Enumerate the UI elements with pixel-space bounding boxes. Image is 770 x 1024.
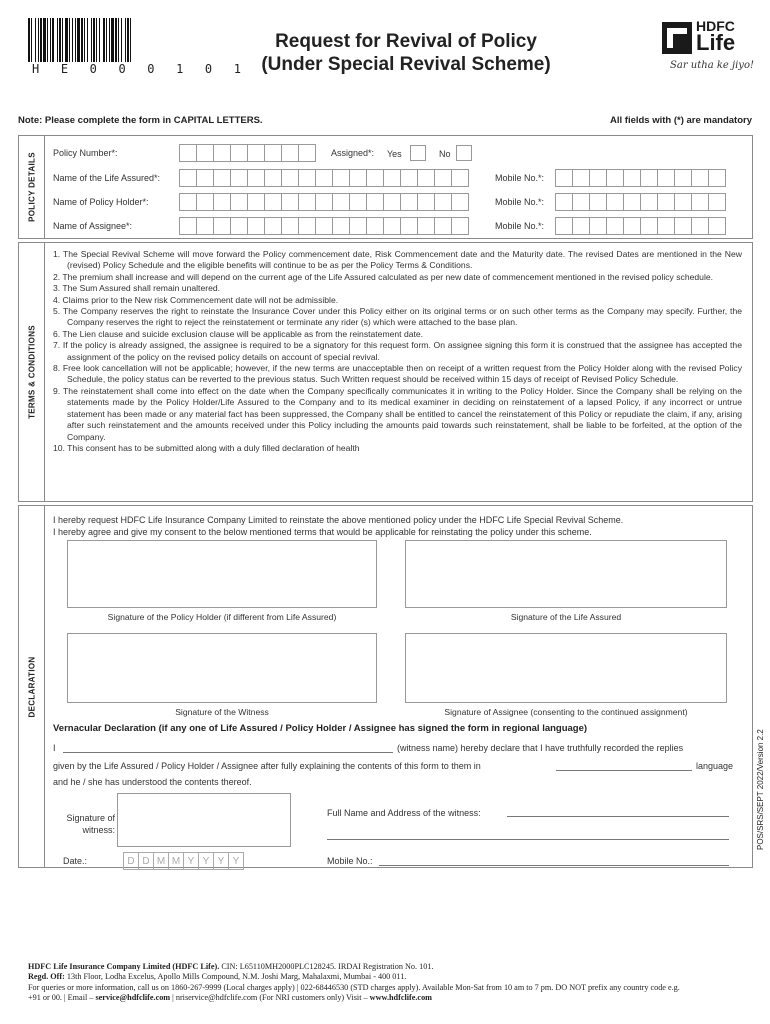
char-box[interactable] bbox=[264, 169, 282, 187]
assigned-yes-label: Yes bbox=[387, 149, 402, 159]
barcode-bar bbox=[131, 18, 133, 62]
char-box[interactable] bbox=[657, 169, 675, 187]
terms-section bbox=[18, 242, 753, 502]
char-box[interactable] bbox=[349, 169, 367, 187]
char-box[interactable] bbox=[708, 217, 726, 235]
mobile-label: Mobile No.*: bbox=[495, 221, 545, 231]
char-box[interactable] bbox=[315, 217, 333, 235]
vernacular-line2: given by the Life Assured / Policy Holder / Assignee after fully explaining the contents of this form to them in bbox=[53, 761, 481, 771]
term-item: 2. The premium shall increase and will depend on the current age of the Life Assured calculated as per new date of commencement mentioned in the revised policy schedule. bbox=[53, 271, 714, 282]
char-box[interactable] bbox=[589, 169, 607, 187]
char-box[interactable] bbox=[451, 193, 469, 211]
barcode bbox=[28, 18, 240, 62]
terms-list bbox=[53, 249, 742, 454]
char-box[interactable] bbox=[434, 217, 452, 235]
section-label: POLICY DETAILS bbox=[19, 136, 45, 238]
char-box[interactable] bbox=[417, 217, 435, 235]
char-box[interactable] bbox=[606, 217, 624, 235]
char-box[interactable] bbox=[657, 193, 675, 211]
declaration-text: I hereby request HDFC Life Insurance Company Limited to reinstate the above mentioned policy under the HDFC Life Special Revival Scheme. I hereby agree and give my consent to the below mentioned terms that would be applicable for reinstating the policy under this scheme. bbox=[53, 515, 624, 537]
char-box[interactable] bbox=[332, 217, 350, 235]
assigned-no-label: No bbox=[439, 149, 451, 159]
char-box[interactable] bbox=[264, 193, 282, 211]
char-box[interactable] bbox=[213, 144, 231, 162]
vernacular-declaration-title: Vernacular Declaration (if any one of Life Assured / Policy Holder / Assignee has signed the form in regional language) bbox=[53, 723, 588, 734]
char-box[interactable] bbox=[640, 217, 658, 235]
date-input[interactable]: D D M M Y Y Y Y bbox=[123, 852, 243, 870]
char-box[interactable] bbox=[555, 169, 573, 187]
char-box[interactable] bbox=[623, 193, 641, 211]
assignee-signature-label: Signature of Assignee (consenting to the continued assignment) bbox=[444, 707, 688, 717]
witness-address-line-2[interactable] bbox=[327, 829, 729, 840]
life-assured-label: Name of the Life Assured*: bbox=[53, 173, 161, 183]
term-item: 5. The Company reserves the right to reinstate the Insurance Cover under this Policy either on its original terms or on such other terms as the Company may specify. Further, the Company reserves the right to reject the reinstatement or terminate any rider (s) which were attached to the base plan. bbox=[53, 306, 742, 328]
char-box[interactable] bbox=[298, 217, 316, 235]
char-box[interactable] bbox=[247, 217, 265, 235]
char-box[interactable] bbox=[383, 193, 401, 211]
life-assured-signature-box[interactable] bbox=[405, 540, 727, 608]
term-item: 4. Claims prior to the New risk Commencement date will not be admissible. bbox=[53, 294, 339, 305]
witness-mobile-line[interactable] bbox=[379, 855, 729, 866]
term-item: 8. Free look cancellation will not be applicable; however, if the new terms are unacceptable then on receipt of a written request from the Policy Holder along with the revised Policy Schedule, the policy status can be reverted to the previous status. Such Written request should be received within 15 days of receipt of Revised Policy Schedule. bbox=[53, 363, 742, 385]
life-assured-signature-label: Signature of the Life Assured bbox=[510, 612, 622, 622]
assignee-signature-box[interactable] bbox=[405, 633, 727, 703]
witness-mobile-label: Mobile No.: bbox=[327, 856, 373, 866]
char-box[interactable] bbox=[555, 193, 573, 211]
char-box[interactable] bbox=[691, 217, 709, 235]
char-box[interactable] bbox=[708, 169, 726, 187]
policy-number-label: Policy Number*: bbox=[53, 148, 118, 158]
witness-name-line[interactable] bbox=[63, 742, 393, 753]
char-box[interactable] bbox=[298, 193, 316, 211]
char-box[interactable] bbox=[230, 217, 248, 235]
char-box[interactable] bbox=[179, 144, 197, 162]
char-box[interactable] bbox=[281, 169, 299, 187]
char-box[interactable] bbox=[315, 169, 333, 187]
char-box[interactable] bbox=[572, 193, 590, 211]
char-box[interactable] bbox=[213, 169, 231, 187]
mobile-label: Mobile No.*: bbox=[495, 197, 545, 207]
char-box[interactable] bbox=[572, 217, 590, 235]
policy-holder-mobile-input[interactable] bbox=[555, 193, 725, 211]
char-box[interactable] bbox=[383, 217, 401, 235]
char-box[interactable] bbox=[417, 193, 435, 211]
char-box[interactable] bbox=[606, 193, 624, 211]
char-box[interactable] bbox=[434, 169, 452, 187]
char-box[interactable] bbox=[332, 169, 350, 187]
char-box[interactable] bbox=[366, 193, 384, 211]
char-box[interactable] bbox=[298, 144, 316, 162]
char-box[interactable] bbox=[400, 193, 418, 211]
vernacular-line3: and he / she has understood the contents thereof. bbox=[53, 777, 252, 787]
char-box[interactable] bbox=[281, 217, 299, 235]
barcode-text: H E 0 0 0 1 0 1 bbox=[32, 62, 242, 76]
char-box[interactable] bbox=[383, 169, 401, 187]
term-item: 7. If the policy is already assigned, the assignee is required to be a signatory for this request form. On assignee signing this form it is construed that the assignee has accepted the assignment of the policy on the revised policy details on account of special revival. bbox=[53, 340, 742, 362]
policy-holder-input[interactable] bbox=[179, 193, 468, 211]
char-box[interactable] bbox=[606, 169, 624, 187]
version-code: POS/SRS/SEPT 2022/Version 2.2 bbox=[756, 729, 765, 850]
witness-address-label: Full Name and Address of the witness: bbox=[327, 808, 481, 818]
witness-address-line[interactable] bbox=[507, 806, 729, 817]
char-box[interactable] bbox=[281, 144, 299, 162]
char-box[interactable] bbox=[589, 217, 607, 235]
char-box[interactable] bbox=[555, 217, 573, 235]
policy-number-input[interactable] bbox=[179, 144, 315, 162]
hdfc-life-logo: HDFC Life Sar utha ke jiyo! bbox=[658, 18, 754, 78]
witness-signature-field[interactable] bbox=[117, 793, 291, 847]
char-box[interactable] bbox=[179, 193, 197, 211]
char-box[interactable] bbox=[674, 169, 692, 187]
char-box[interactable] bbox=[230, 193, 248, 211]
char-box[interactable] bbox=[623, 169, 641, 187]
char-box[interactable] bbox=[451, 169, 469, 187]
char-box[interactable] bbox=[691, 193, 709, 211]
assigned-label: Assigned*: bbox=[331, 148, 375, 158]
char-box[interactable] bbox=[247, 169, 265, 187]
char-box[interactable] bbox=[691, 169, 709, 187]
assignee-mobile-input[interactable] bbox=[555, 217, 725, 235]
website-link[interactable]: www.hdfclife.com bbox=[369, 993, 432, 1003]
char-box[interactable] bbox=[400, 169, 418, 187]
char-box[interactable] bbox=[400, 217, 418, 235]
char-box[interactable] bbox=[434, 193, 452, 211]
assignee-input[interactable] bbox=[179, 217, 468, 235]
section-label: DECLARATION bbox=[19, 506, 45, 867]
char-box[interactable] bbox=[417, 169, 435, 187]
life-assured-mobile-input[interactable] bbox=[555, 169, 725, 187]
logo-mark-icon bbox=[662, 22, 692, 54]
char-box[interactable] bbox=[623, 217, 641, 235]
witness-signature-field-label: Signature of witness: bbox=[66, 813, 115, 835]
char-box[interactable] bbox=[657, 217, 675, 235]
vernacular-i: I bbox=[53, 743, 56, 753]
char-box[interactable] bbox=[366, 217, 384, 235]
date-label: Date.: bbox=[63, 856, 88, 866]
char-box[interactable] bbox=[349, 193, 367, 211]
assignee-label: Name of Assignee*: bbox=[53, 221, 133, 231]
language-line[interactable] bbox=[556, 760, 692, 771]
section-label: TERMS & CONDITIONS bbox=[19, 243, 45, 501]
term-item: 10. This consent has to be submitted along with a duly filled declaration of health bbox=[53, 442, 360, 453]
char-box[interactable] bbox=[708, 193, 726, 211]
char-box[interactable] bbox=[366, 169, 384, 187]
char-box[interactable] bbox=[451, 217, 469, 235]
char-box[interactable] bbox=[589, 193, 607, 211]
term-item: 3. The Sum Assured shall remain unaltered. bbox=[53, 283, 221, 294]
witness-signature-box[interactable] bbox=[67, 633, 377, 703]
assigned-no-checkbox[interactable] bbox=[456, 145, 472, 161]
char-box[interactable] bbox=[213, 217, 231, 235]
char-box[interactable] bbox=[572, 169, 590, 187]
char-box[interactable] bbox=[640, 193, 658, 211]
vernacular-witness-text: (witness name) hereby declare that I have truthfully recorded the replies bbox=[397, 743, 684, 753]
policy-holder-signature-box[interactable] bbox=[67, 540, 377, 608]
char-box[interactable] bbox=[640, 169, 658, 187]
char-box[interactable] bbox=[196, 193, 214, 211]
char-box[interactable] bbox=[196, 217, 214, 235]
char-box[interactable] bbox=[349, 217, 367, 235]
char-box[interactable] bbox=[247, 144, 265, 162]
char-box[interactable] bbox=[230, 144, 248, 162]
char-box[interactable] bbox=[281, 193, 299, 211]
char-box[interactable] bbox=[332, 193, 350, 211]
footer: HDFC Life Insurance Company Limited (HDFC Life). CIN: L65110MH2000PLC128245. IRDAI Registration No. 101. Regd. Off: 13th Floor, Lodha Excelus, Apollo Mills Compound, N.M. Joshi Marg, Mahalaxmi, Mumbai - 400 011. For queries or more information, call us on 1860-267-9999 (Local charges apply) | 022-68446530 (STD charges apply). Available Mon-Sat from 10 am to 7 pm. DO NOT prefix any country code e.g. +91 or 00. | Email – service@hdfclife.com | nriservice@hdfclife.com (For NRI customers only) Visit – www.hdfclife.com bbox=[28, 962, 680, 1003]
term-item: 6. The Lien clause and suicide exclusion clause will be applicable as from the reinstatement date. bbox=[53, 328, 424, 339]
term-item: 1. The Special Revival Scheme will move forward the Policy commencement date, Risk Commencement date and the Maturity date. The revised Dates are mentioned in the New (revised) Policy Schedule and the eligible benefits will continue to be as per the Policy Terms & Conditions. bbox=[53, 249, 742, 271]
assigned-yes-checkbox[interactable] bbox=[410, 145, 426, 161]
char-box[interactable] bbox=[674, 193, 692, 211]
page-title: Request for Revival of Policy (Under Special Revival Scheme) bbox=[261, 31, 551, 75]
char-box[interactable] bbox=[179, 217, 197, 235]
char-box[interactable] bbox=[179, 169, 197, 187]
char-box[interactable] bbox=[264, 217, 282, 235]
char-box[interactable] bbox=[213, 193, 231, 211]
term-item: 9. The reinstatement shall come into effect on the date when the Company specifically communicates it in writing to the Policy Holder. Since the Company shall be relying on the statements made by the Policy Holder/Life Assured to the Company and to its medical examiner in deciding on reinstatement of a lapsed Policy, if any incorrect or untrue statement has been made or any material fact has been suppressed, the Company shall be entitled to cancel the reinstatement of this Policy or repudiate the claim, if any, arising after such reinstatement and the amounts received under this Policy including the amounts paid towards such reinstatement, shall be liable to be forfeited, at the option of the Company. bbox=[53, 385, 742, 442]
capital-letters-note: Note: Please complete the form in CAPITAL LETTERS. bbox=[18, 115, 263, 126]
service-email-link[interactable]: service@hdfclife.com bbox=[95, 993, 171, 1003]
char-box[interactable] bbox=[298, 169, 316, 187]
policy-holder-label: Name of Policy Holder*: bbox=[53, 197, 149, 207]
char-box[interactable] bbox=[674, 217, 692, 235]
char-box[interactable] bbox=[315, 193, 333, 211]
char-box[interactable] bbox=[196, 169, 214, 187]
mobile-label: Mobile No.*: bbox=[495, 173, 545, 183]
mandatory-note: All fields with (*) are mandatory bbox=[610, 115, 752, 126]
char-box[interactable] bbox=[247, 193, 265, 211]
char-box[interactable] bbox=[264, 144, 282, 162]
char-box[interactable] bbox=[196, 144, 214, 162]
policy-holder-signature-label: Signature of the Policy Holder (if different from Life Assured) bbox=[107, 612, 337, 622]
char-box[interactable] bbox=[230, 169, 248, 187]
life-assured-input[interactable] bbox=[179, 169, 468, 187]
witness-signature-label: Signature of the Witness bbox=[175, 707, 269, 717]
vernacular-language: language bbox=[696, 761, 734, 771]
declaration-section bbox=[18, 505, 753, 868]
policy-details-section bbox=[18, 135, 753, 239]
